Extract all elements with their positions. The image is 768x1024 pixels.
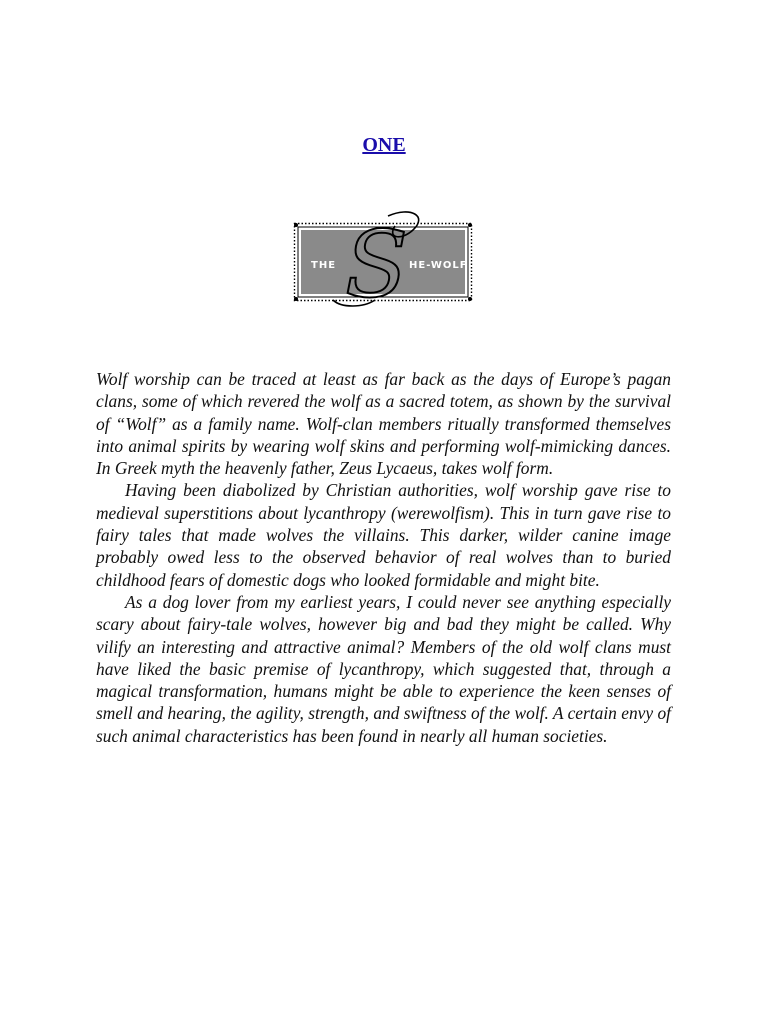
chapter-title-link[interactable]: ONE bbox=[362, 134, 406, 156]
chapter-body bbox=[96, 368, 671, 747]
ornament-right-word: HE-WOLF bbox=[409, 260, 468, 271]
ornament-corner bbox=[294, 297, 298, 301]
paragraph-3: As a dog lover from my earliest years, I could never see anything especially scary about fairy-tale wolves, however big and bad they might be called. Why vilify an interesting and attractive animal? Members of the old wolf clans must have liked the basic premise of lycanthropy, which suggested that, through a magical transformation, humans might be able to experience the keen senses of smell and hearing, the agility, strength, and swiftness of the wolf. A certain envy of such animal characteristics has been found in nearly all human societies. bbox=[96, 591, 671, 746]
ornament-corner bbox=[468, 297, 472, 301]
ornament-left-word: THE bbox=[311, 260, 337, 271]
paragraph-2: Having been diabolized by Christian authorities, wolf worship gave rise to medieval superstitions about lycanthropy (werewolfism). This in turn gave rise to fairy tales that made wolves the villains. This darker, wilder canine image probably owed less to the observed behavior of real wolves than to buried childhood fears of domestic dogs who looked formidable and might bite. bbox=[96, 480, 671, 590]
chapter-ornament bbox=[293, 208, 473, 308]
chapter-heading bbox=[0, 133, 768, 157]
ornament-corner bbox=[294, 223, 298, 227]
ornament-drop-cap: S bbox=[345, 211, 409, 308]
paragraph-1: Wolf worship can be traced at least as far back as the days of Europe’s pagan clans, some of which revered the wolf as a sacred totem, as shown by the survival of “Wolf” as a family name. Wolf-clan members ritually transformed themselves into animal spirits by wearing wolf skins and performing wolf-mimicking dances. In Greek myth the heavenly father, Zeus Lycaeus, takes wolf form. bbox=[96, 369, 671, 479]
ornament-corner bbox=[468, 223, 472, 227]
